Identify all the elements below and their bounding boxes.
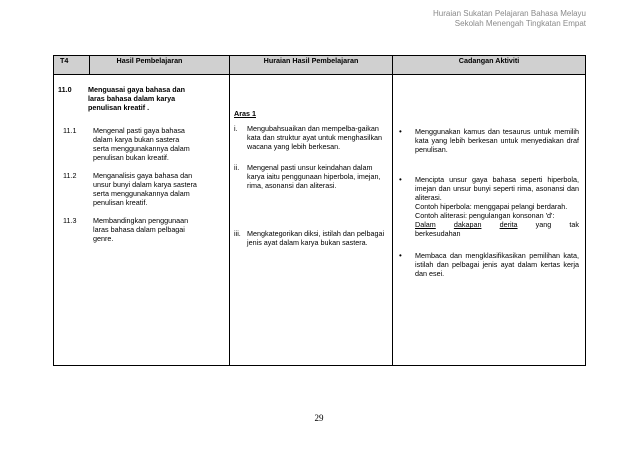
activity-example-aliterasi: Contoh aliterasi: pengulangan konsonan 'd':: [415, 211, 555, 220]
outcome-item: [54, 126, 229, 162]
col-header-hasil: Hasil Pembelajaran: [90, 56, 230, 75]
outcome-text: Menganalisis gaya bahasa dan unsur bunyi dalam karya sastera serta menggunakannya dalam penulisan kreatif.: [93, 171, 197, 207]
activity-item: [393, 127, 585, 154]
activities-cell: [393, 75, 586, 366]
description-item: [230, 124, 392, 151]
description-number: i.: [234, 124, 238, 133]
outcome-item: [54, 171, 229, 207]
outcome-number: 11.3: [63, 216, 77, 225]
col-header-t4: T4: [54, 56, 90, 75]
table-header-row: [54, 56, 586, 75]
outcome-number: 11.1: [63, 126, 77, 135]
description-text: Mengenal pasti unsur keindahan dalam karya iaitu penggunaan hiperbola, imejan, rima, asonansi dan aliterasi.: [247, 163, 381, 190]
table-body-row: [54, 75, 586, 366]
syllabus-table: [53, 55, 586, 366]
description-item: [230, 163, 392, 190]
col-header-cadangan: Cadangan Aktiviti: [393, 56, 586, 75]
bullet-icon: •: [399, 251, 402, 260]
outcome-text: Mengenal pasti gaya bahasa dalam karya bukan sastera serta menggunakannya dalam penulisan bukan kreatif.: [93, 126, 190, 162]
description-number: iii.: [234, 229, 241, 238]
description-item: [230, 229, 392, 247]
activity-example-hiperbola: Contoh hiperbola: menggapai pelangi berdarah.: [415, 202, 568, 211]
page-number: 29: [314, 413, 324, 423]
aliteration-example-words: [415, 220, 579, 229]
description-number: ii.: [234, 163, 240, 172]
bullet-icon: •: [399, 175, 402, 184]
activity-item: [393, 175, 585, 238]
activity-text: Menggunakan kamus dan tesaurus untuk memilih kata yang lebih berkesan untuk menyediakan draf penulisan.: [415, 127, 579, 154]
col-header-huraian: Huraian Hasil Pembelajaran: [230, 56, 393, 75]
topic-number: 11.0: [58, 85, 72, 94]
example-word: yang: [535, 220, 552, 229]
description-text: Mengubahsuaikan dan mempelba-gaikan kata dan struktur ayat untuk menghasilkan wacana yang lebih berkesan.: [247, 124, 383, 151]
topic-text: Menguasai gaya bahasa dan laras bahasa dalam karya penulisan kreatif .: [88, 85, 186, 112]
example-word: dakapan: [453, 220, 482, 229]
activity-item: [393, 251, 585, 278]
example-word: tak: [569, 220, 579, 229]
learning-outcomes-cell: [54, 75, 230, 366]
example-word: Dalam: [415, 220, 436, 229]
description-text: Mengkategorikan diksi, istilah dan pelbagai jenis ayat dalam karya bukan sastera.: [247, 229, 385, 247]
topic-heading: [54, 75, 229, 112]
outcome-text: Membandingkan penggunaan laras bahasa dalam pelbagai genre.: [93, 216, 189, 243]
description-cell: [230, 75, 393, 366]
level-label: Aras 1: [234, 109, 256, 118]
activity-text: Mencipta unsur gaya bahasa seperti hiperbola, imejan dan unsur bunyi seperti rima, asonansi dan aliterasi.: [415, 175, 579, 202]
example-word-last: berkesudahan: [415, 229, 461, 238]
header-line-1: Huraian Sukatan Pelajaran Bahasa Melayu: [433, 9, 586, 18]
bullet-icon: •: [399, 127, 402, 136]
activity-text: Membaca dan mengklasifikasikan pemilihan kata, istilah dan pelbagai jenis ayat dalam kertas kerja dan esei.: [415, 251, 579, 278]
outcome-item: [54, 216, 229, 243]
document-header: [433, 9, 586, 29]
header-line-2: Sekolah Menengah Tingkatan Empat: [454, 19, 586, 28]
example-word: derita: [499, 220, 518, 229]
outcome-number: 11.2: [63, 171, 77, 180]
